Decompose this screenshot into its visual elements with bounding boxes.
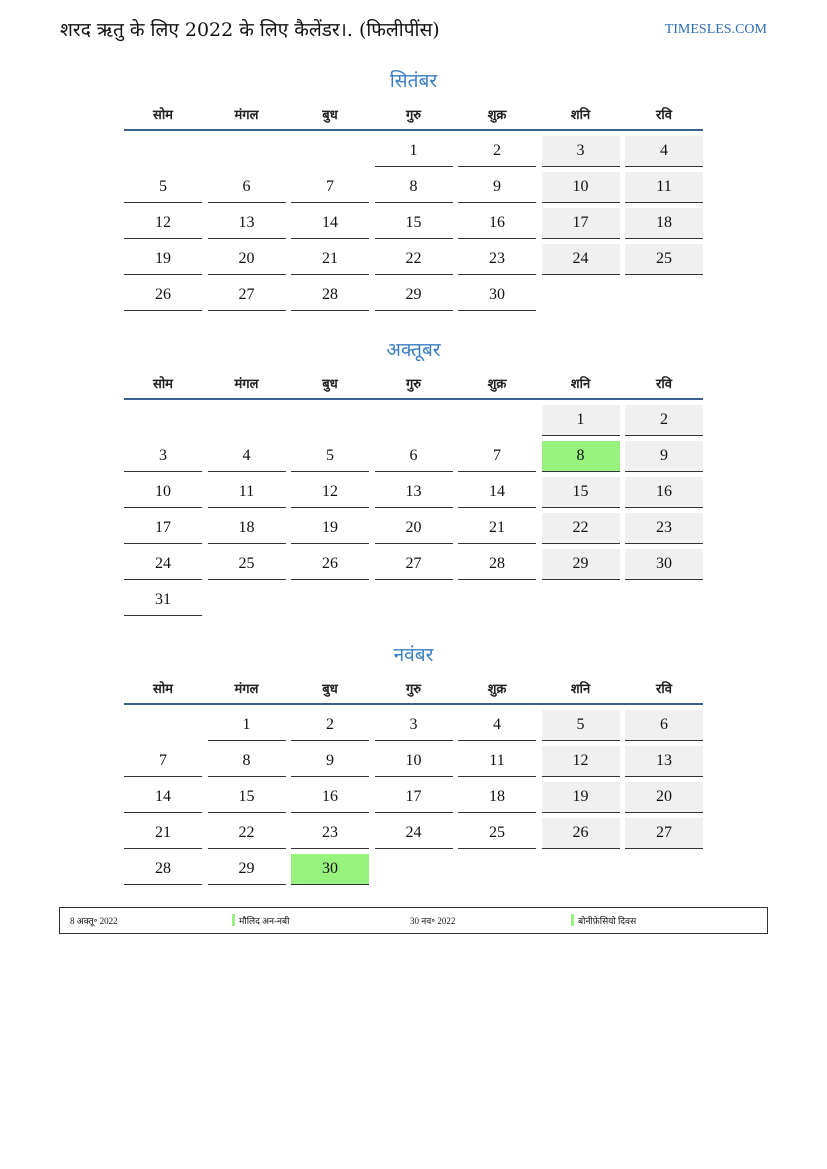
month-title: अक्तूबर (386, 339, 441, 361)
empty-cell (124, 405, 202, 435)
site-link[interactable]: TIMESLES.COM (664, 22, 767, 37)
weekday-label: शनि (570, 682, 591, 697)
day-cell: 27 (625, 818, 703, 849)
day-cell: 12 (542, 746, 620, 777)
empty-cell (124, 136, 202, 166)
day-cell: 7 (458, 441, 536, 472)
day-cell: 14 (291, 208, 369, 239)
day-cell: 18 (625, 208, 703, 239)
day-cell: 25 (625, 244, 703, 275)
day-cell: 26 (291, 549, 369, 580)
legend-holiday (571, 914, 636, 927)
day-cell: 8 (208, 746, 286, 777)
day-cell: 3 (542, 136, 620, 167)
weekday-header (124, 670, 703, 705)
day-cell: 13 (625, 746, 703, 777)
day-cell: 9 (291, 746, 369, 777)
empty-cell (291, 136, 369, 166)
day-cell: 22 (208, 818, 286, 849)
day-cell: 24 (124, 549, 202, 580)
day-cell: 22 (375, 244, 453, 275)
month-title: नवंबर (393, 644, 434, 666)
weekday-label: शुक्र (487, 108, 507, 123)
day-cell: 21 (458, 513, 536, 544)
weekday-label: शनि (570, 377, 591, 392)
day-cell: 11 (625, 172, 703, 203)
day-cell: 19 (291, 513, 369, 544)
day-cell: 10 (124, 477, 202, 508)
empty-cell (124, 710, 202, 740)
weekday-header (124, 96, 703, 131)
day-cell: 8 (375, 172, 453, 203)
legend-name: मौलिद अन-नबी (239, 916, 290, 926)
day-cell: 13 (375, 477, 453, 508)
weekday-label: रवि (656, 108, 672, 123)
day-cell: 16 (458, 208, 536, 239)
weekday-label: बुध (322, 377, 338, 392)
weekday-label: शनि (570, 108, 591, 123)
weekday-label: मंगल (234, 108, 259, 123)
day-cell: 18 (208, 513, 286, 544)
day-cell: 13 (208, 208, 286, 239)
day-cell: 9 (625, 441, 703, 472)
weekday-label: सोम (153, 682, 173, 697)
day-cell: 2 (458, 136, 536, 167)
day-cell: 5 (542, 710, 620, 741)
weekday-label: गुरु (405, 377, 422, 392)
day-cell: 23 (291, 818, 369, 849)
weekday-label: मंगल (234, 377, 259, 392)
month-calendar (124, 640, 703, 885)
day-cell: 19 (542, 782, 620, 813)
day-cell: 11 (208, 477, 286, 508)
month-calendar (124, 66, 703, 311)
day-cell: 12 (291, 477, 369, 508)
day-cell: 29 (542, 549, 620, 580)
holiday-day-cell: 8 (542, 441, 620, 472)
day-cell: 23 (625, 513, 703, 544)
day-cell: 20 (208, 244, 286, 275)
day-cell: 4 (458, 710, 536, 741)
day-cell: 2 (625, 405, 703, 436)
day-grid (124, 710, 703, 885)
day-cell: 31 (124, 585, 202, 616)
day-grid (124, 405, 703, 616)
empty-cell (208, 405, 286, 435)
day-cell: 14 (458, 477, 536, 508)
day-cell: 25 (208, 549, 286, 580)
day-cell: 17 (124, 513, 202, 544)
empty-cell (291, 405, 369, 435)
legend-date: 8 अक्तू॰ 2022 (70, 916, 118, 926)
day-cell: 6 (208, 172, 286, 203)
day-cell: 29 (208, 854, 286, 885)
legend-holiday (232, 914, 290, 927)
day-cell: 4 (208, 441, 286, 472)
day-cell: 26 (124, 280, 202, 311)
day-cell: 3 (124, 441, 202, 472)
weekday-label: शुक्र (487, 377, 507, 392)
month-calendar (124, 335, 703, 616)
legend-date: 30 नव॰ 2022 (410, 916, 456, 926)
day-cell: 28 (458, 549, 536, 580)
weekday-label: मंगल (234, 682, 259, 697)
day-cell: 29 (375, 280, 453, 311)
weekday-label: सोम (153, 377, 173, 392)
holiday-day-cell: 30 (291, 854, 369, 885)
day-cell: 28 (291, 280, 369, 311)
day-cell: 3 (375, 710, 453, 741)
weekday-label: बुध (322, 682, 338, 697)
day-cell: 5 (291, 441, 369, 472)
day-cell: 2 (291, 710, 369, 741)
day-cell: 24 (375, 818, 453, 849)
holiday-marker-icon (571, 914, 574, 926)
day-cell: 6 (375, 441, 453, 472)
weekday-label: गुरु (405, 108, 422, 123)
day-cell: 15 (375, 208, 453, 239)
weekday-header (124, 365, 703, 400)
day-cell: 17 (542, 208, 620, 239)
day-cell: 12 (124, 208, 202, 239)
day-cell: 4 (625, 136, 703, 167)
day-cell: 23 (458, 244, 536, 275)
day-cell: 27 (375, 549, 453, 580)
day-cell: 24 (542, 244, 620, 275)
holiday-marker-icon (232, 914, 235, 926)
day-cell: 1 (542, 405, 620, 436)
month-title: सितंबर (389, 70, 438, 92)
day-cell: 27 (208, 280, 286, 311)
weekday-label: रवि (656, 377, 672, 392)
weekday-label: बुध (322, 108, 338, 123)
day-cell: 30 (458, 280, 536, 311)
day-cell: 5 (124, 172, 202, 203)
day-cell: 19 (124, 244, 202, 275)
day-cell: 16 (625, 477, 703, 508)
day-cell: 6 (625, 710, 703, 741)
weekday-label: सोम (153, 108, 173, 123)
day-cell: 14 (124, 782, 202, 813)
day-grid (124, 136, 703, 311)
day-cell: 11 (458, 746, 536, 777)
day-cell: 16 (291, 782, 369, 813)
weekday-label: शुक्र (487, 682, 507, 697)
day-cell: 9 (458, 172, 536, 203)
day-cell: 15 (208, 782, 286, 813)
day-cell: 17 (375, 782, 453, 813)
day-cell: 10 (542, 172, 620, 203)
day-cell: 7 (124, 746, 202, 777)
day-cell: 21 (124, 818, 202, 849)
weekday-label: गुरु (405, 682, 422, 697)
empty-cell (458, 405, 536, 435)
day-cell: 26 (542, 818, 620, 849)
day-cell: 15 (542, 477, 620, 508)
day-cell: 28 (124, 854, 202, 885)
legend-name: बोनीफ़ेसियो दिवस (578, 916, 637, 926)
day-cell: 30 (625, 549, 703, 580)
page-title: शरद ऋतु के लिए 2022 के लिए कैलेंडर।. (फिलीपींस) (60, 19, 440, 41)
day-cell: 7 (291, 172, 369, 203)
empty-cell (375, 405, 453, 435)
weekday-label: रवि (656, 682, 672, 697)
day-cell: 21 (291, 244, 369, 275)
day-cell: 1 (208, 710, 286, 741)
holiday-legend (59, 907, 768, 934)
day-cell: 20 (625, 782, 703, 813)
day-cell: 20 (375, 513, 453, 544)
empty-cell (208, 136, 286, 166)
day-cell: 22 (542, 513, 620, 544)
day-cell: 10 (375, 746, 453, 777)
day-cell: 18 (458, 782, 536, 813)
day-cell: 25 (458, 818, 536, 849)
day-cell: 1 (375, 136, 453, 167)
